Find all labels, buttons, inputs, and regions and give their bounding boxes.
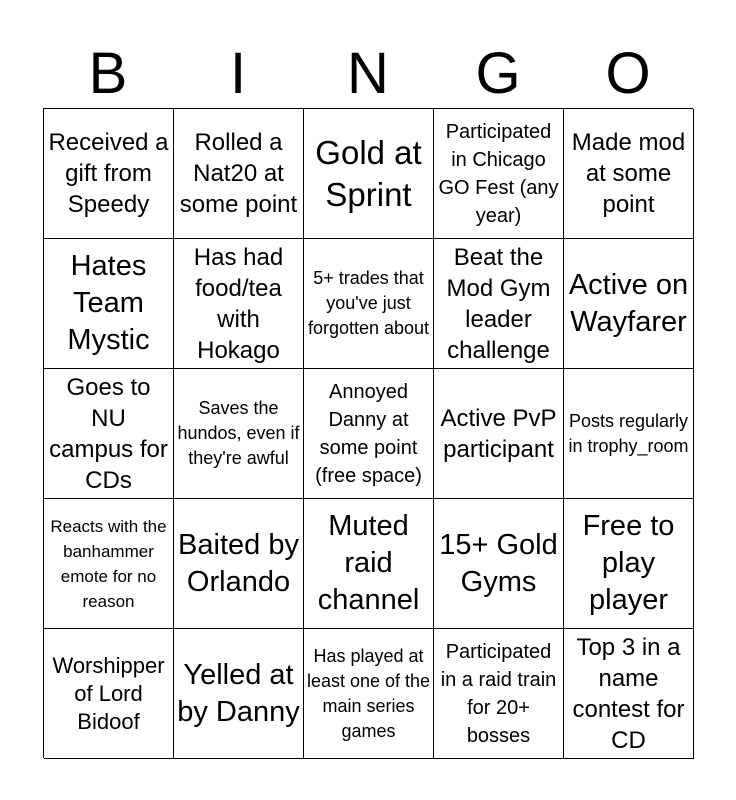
bingo-cell[interactable] — [434, 369, 564, 499]
cell-text: Hates Team Mystic — [67, 250, 150, 356]
bingo-cell[interactable] — [174, 239, 304, 369]
bingo-cell[interactable] — [44, 499, 174, 629]
header-letter-i: I — [229, 41, 247, 106]
bingo-cell[interactable] — [304, 499, 434, 629]
cell-text: Annoyed Danny at some point (free space) — [315, 380, 422, 487]
cell-text: Has had food/tea with Hokago — [193, 243, 284, 364]
bingo-header — [43, 40, 693, 108]
cell-text: Top 3 in a name contest for CD — [572, 633, 685, 754]
bingo-cell[interactable] — [564, 239, 694, 369]
cell-text: Participated in a raid train for 20+ bosses — [440, 640, 557, 747]
bingo-cell[interactable] — [434, 629, 564, 759]
bingo-cell[interactable] — [44, 239, 174, 369]
bingo-cell[interactable] — [44, 109, 174, 239]
bingo-cell[interactable] — [304, 239, 434, 369]
bingo-cell[interactable] — [564, 499, 694, 629]
bingo-cell[interactable] — [174, 369, 304, 499]
cell-text: Reacts with the banhammer emote for no reason — [50, 516, 167, 611]
cell-text: Baited by Orlando — [178, 528, 299, 598]
header-letter-g: G — [475, 41, 521, 106]
bingo-cell[interactable] — [304, 109, 434, 239]
cell-text: Yelled at by Danny — [177, 658, 300, 728]
cell-text: 5+ trades that you've just forgotten about — [307, 268, 430, 338]
bingo-cell[interactable] — [44, 369, 174, 499]
bingo-cell[interactable] — [44, 629, 174, 759]
cell-text: Worshipper of Lord Bidoof — [52, 652, 165, 734]
cell-text: Active on Wayfarer — [568, 268, 689, 338]
bingo-cell[interactable] — [304, 369, 434, 499]
header-letter-o: O — [605, 41, 651, 106]
cell-text: Posts regularly in trophy_room — [568, 410, 689, 456]
bingo-cell[interactable] — [304, 629, 434, 759]
bingo-board — [43, 108, 693, 758]
cell-text: Free to play player — [582, 510, 675, 616]
cell-text: Goes to NU campus for CDs — [49, 373, 168, 494]
bingo-cell[interactable] — [564, 109, 694, 239]
bingo-cell[interactable] — [434, 499, 564, 629]
bingo-cell[interactable] — [174, 629, 304, 759]
bingo-cell[interactable] — [174, 109, 304, 239]
header-letter-n: N — [347, 41, 389, 106]
cell-text: 15+ Gold Gyms — [439, 528, 558, 598]
bingo-cell[interactable] — [564, 629, 694, 759]
cell-text: Muted raid channel — [317, 510, 420, 616]
cell-text: Participated in Chicago GO Fest (any year) — [438, 120, 559, 227]
bingo-cell[interactable] — [434, 239, 564, 369]
cell-text: Beat the Mod Gym leader challenge — [446, 243, 551, 364]
cell-text: Received a gift from Speedy — [48, 129, 169, 218]
cell-text: Rolled a Nat20 at some point — [179, 129, 298, 218]
cell-text: Made mod at some point — [571, 129, 686, 218]
bingo-cell[interactable] — [564, 369, 694, 499]
cell-text: Active PvP participant — [440, 404, 557, 463]
header-letter-b: B — [88, 41, 128, 106]
bingo-cell[interactable] — [434, 109, 564, 239]
cell-text: Saves the hundos, even if they're awful — [177, 398, 300, 468]
cell-text: Has played at least one of the main series games — [306, 645, 431, 741]
cell-text: Gold at Sprint — [315, 133, 422, 213]
bingo-cell[interactable] — [174, 499, 304, 629]
